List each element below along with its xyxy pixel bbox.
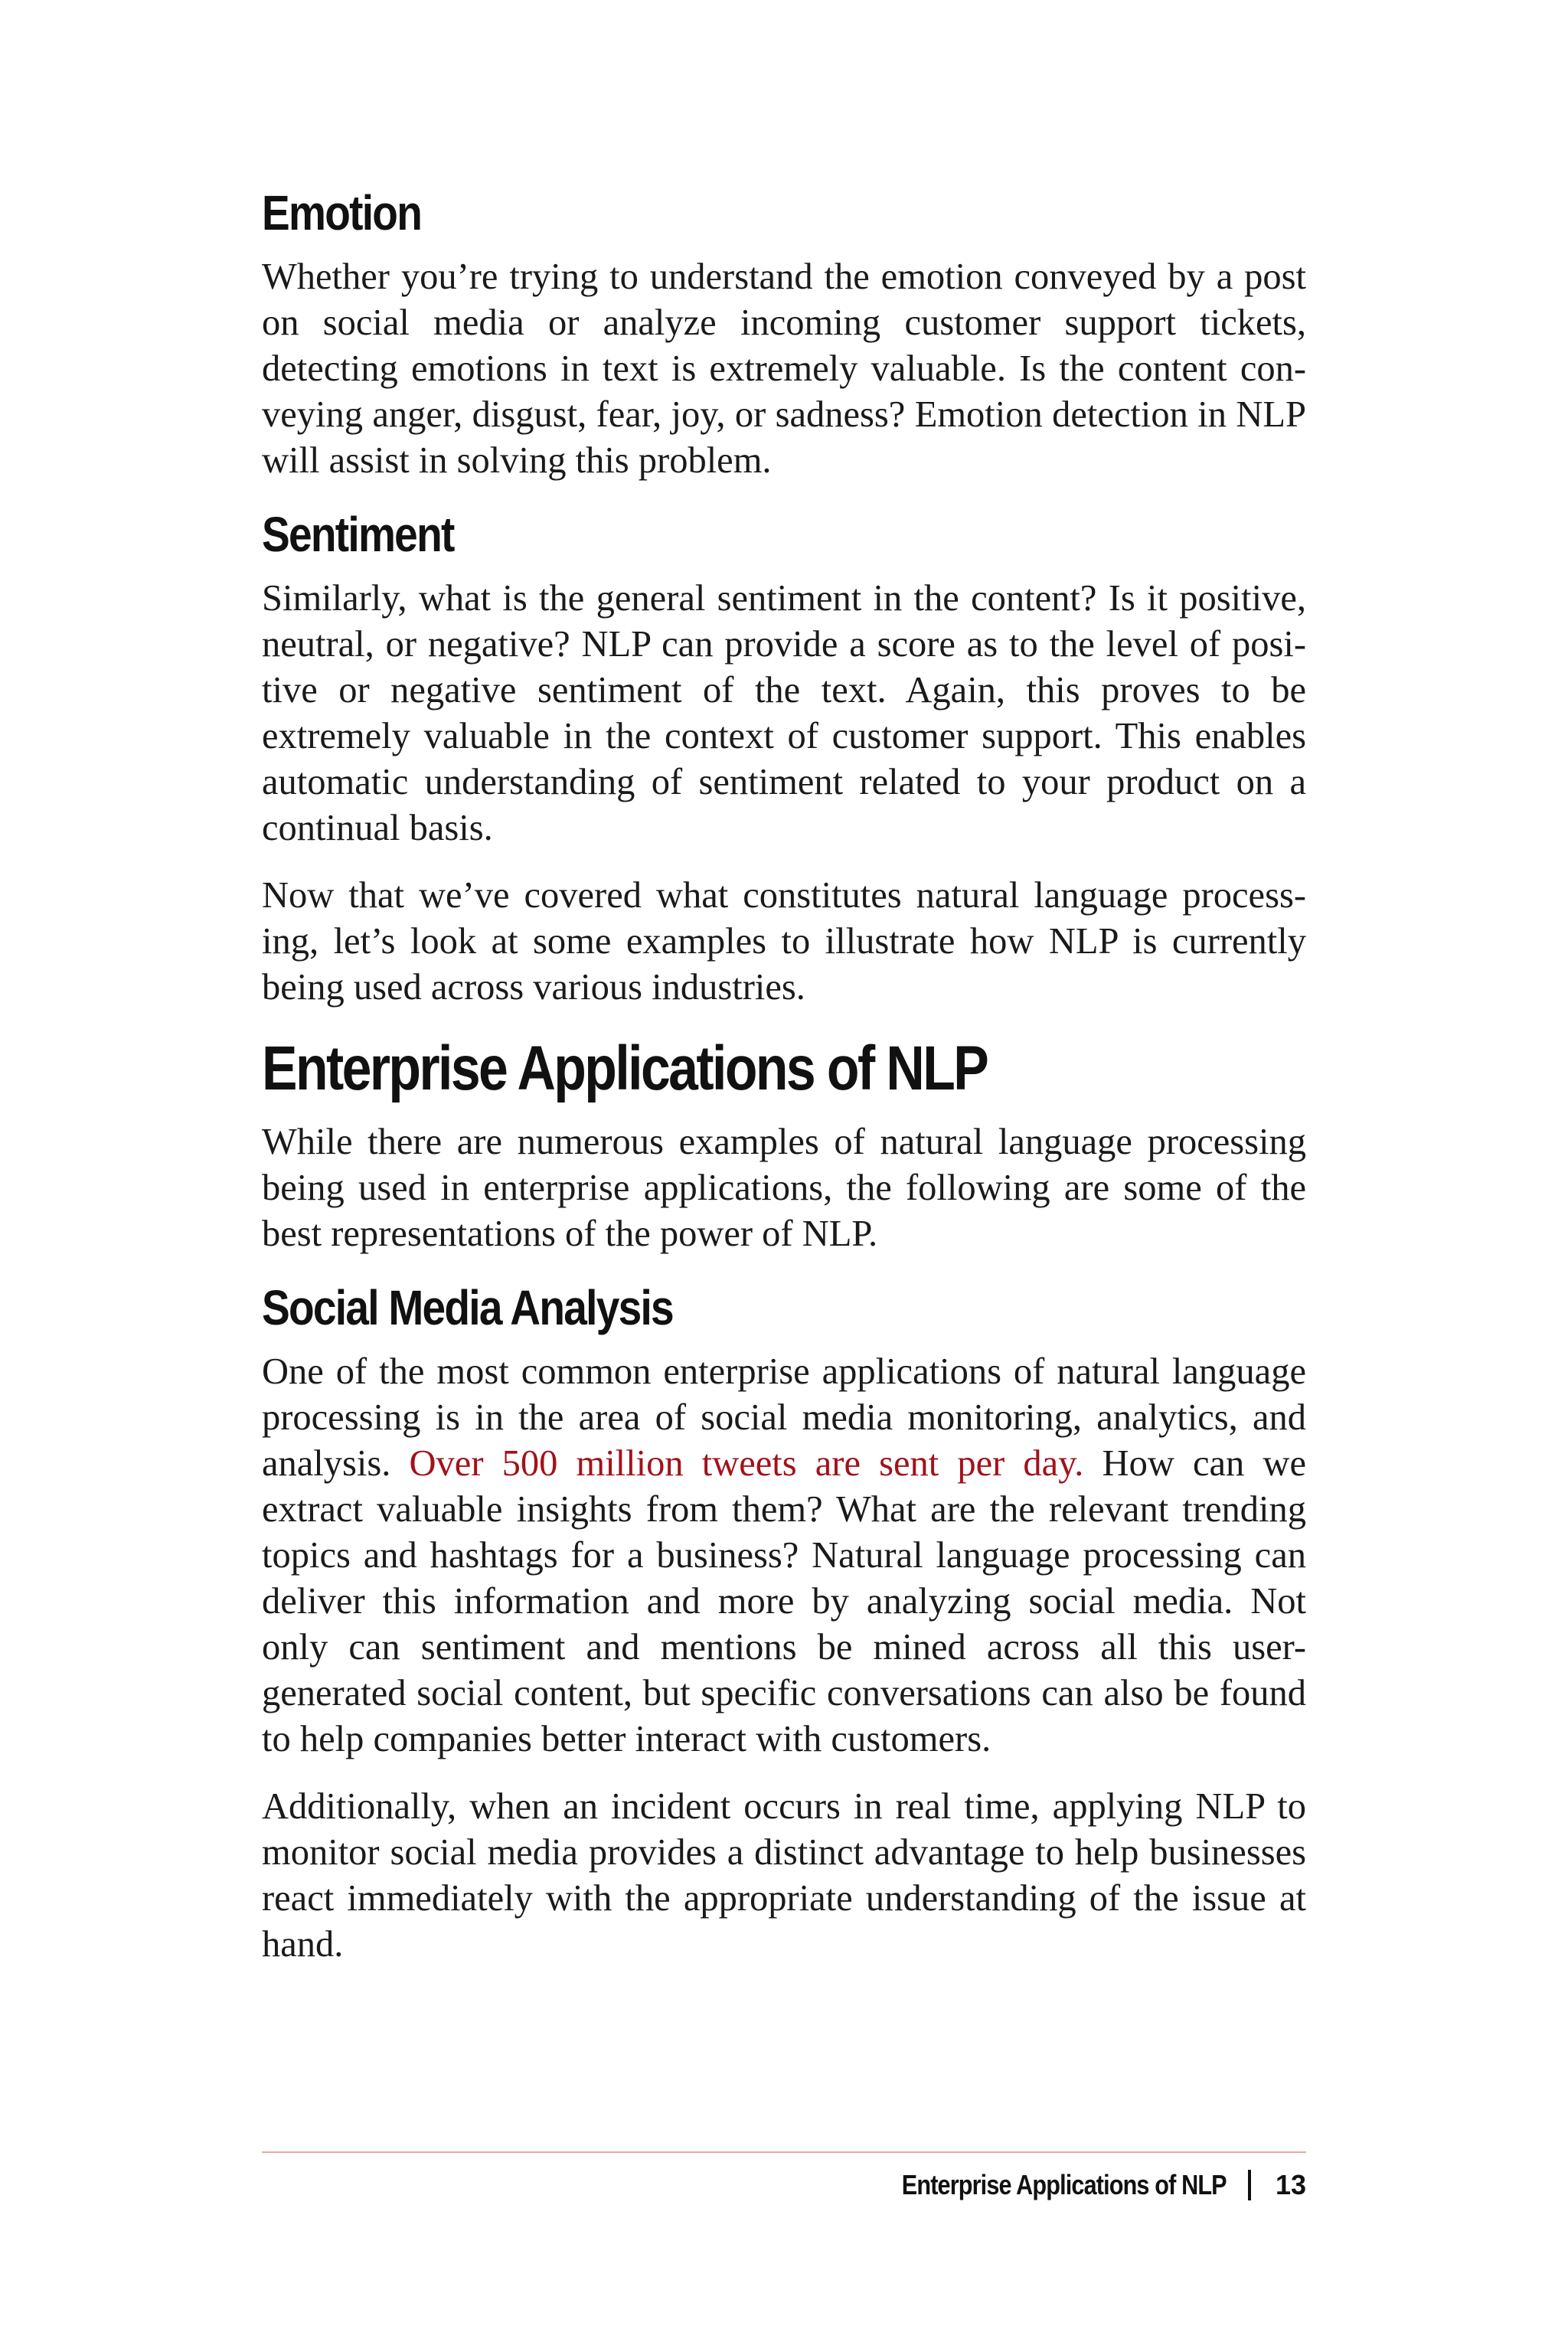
- running-footer: [844, 2167, 1306, 2203]
- heading-sentiment: Sentiment: [262, 507, 454, 562]
- page-number: 13: [1275, 2169, 1306, 2200]
- paragraph-emotion: Whether you’re trying to understand the emotion conveyed by a post on social media or analyze incoming customer support tickets, detecting emotions in text is extremely valuable. Is the content conveying anger, disgust, fear, joy, or sadness? Emotion detection in NLP will assist in solving this problem.: [262, 256, 1306, 481]
- heading-emotion: Emotion: [262, 185, 422, 240]
- tweets-stat-link[interactable]: Over 500 million tweets are sent per day.: [409, 1443, 1084, 1484]
- social-text-after: How can we extract valuable insights from them? What are the relevant trending topics and hashtags for a business? Natural language processing can deliver this information and more by analyzing social media. Not only can sentiment and mentions be mined across all this user-generated social content, but specific conversations can also be found to help companies better interact with customers.: [262, 1443, 1306, 1759]
- paragraph-sentiment: Similarly, what is the general sentiment in the content? Is it positive, neutral, or negative? NLP can provide a score as to the level of positive or negative sentiment of the text. Again, this proves to be extremely valuable in the context of customer support. This enables automatic understanding of sentiment related to your product on a continual basis.: [262, 578, 1306, 848]
- footer-chapter-title: Enterprise Applications of NLP: [902, 2169, 1227, 2200]
- paragraph-social-media: [262, 1349, 1306, 1762]
- heading-enterprise-applications: Enterprise Applications of NLP: [262, 1034, 988, 1103]
- footer-separator: [1248, 2170, 1251, 2200]
- paragraph-transition: Now that we’ve covered what constitutes natural language processing, let’s look at some examples to illustrate how NLP is currently being used across various industries.: [262, 875, 1306, 1008]
- paragraph-enterprise: While there are numerous examples of natural language processing being used in enterprise applications, the following are some of the best representations of the power of NLP.: [262, 1122, 1306, 1254]
- social-text-before: One of the most common enterprise applications of natural language processing is in the area of social media monitoring, analytics, and analysis.: [262, 1351, 1306, 1484]
- section-sentiment: [262, 504, 1306, 1011]
- section-social-media: [262, 1277, 1306, 1968]
- section-emotion: [262, 182, 1306, 484]
- page-content: [262, 182, 1306, 1988]
- heading-social-media-analysis: Social Media Analysis: [262, 1280, 673, 1335]
- section-enterprise: [262, 1031, 1306, 1257]
- paragraph-incident: Additionally, when an incident occurs in real time, applying NLP to monitor social media provides a distinct advantage to help businesses react immediately with the appropriate understanding of the issue at hand.: [262, 1786, 1306, 1965]
- footer-divider: [262, 2151, 1306, 2153]
